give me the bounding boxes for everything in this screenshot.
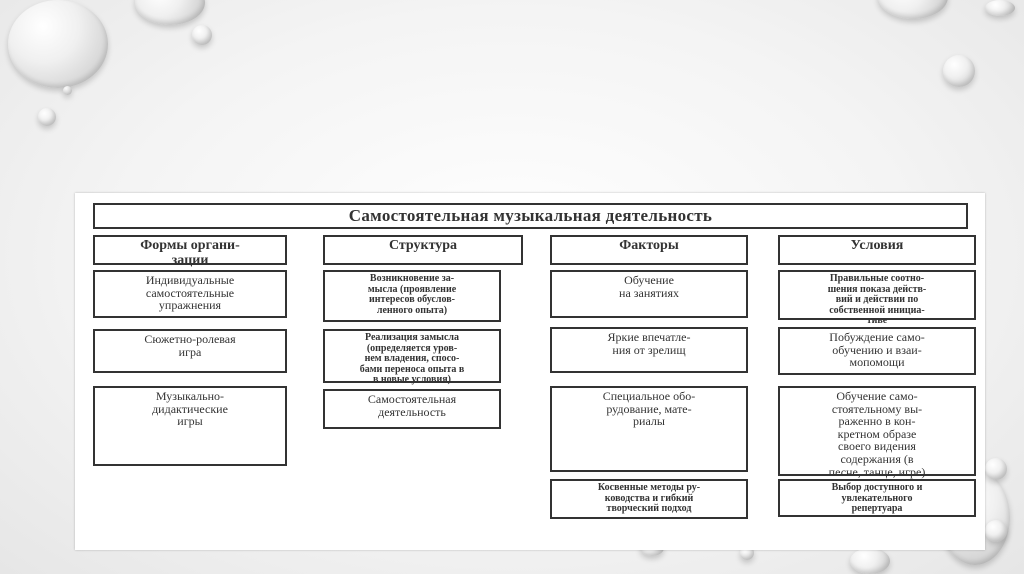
water-drop-decoration xyxy=(135,0,205,25)
water-drop-decoration xyxy=(850,548,890,574)
diagram-slide xyxy=(75,193,985,550)
water-drop-decoration xyxy=(878,0,948,19)
column-header-factors: Факторы xyxy=(550,235,748,265)
water-drop-decoration xyxy=(63,86,72,95)
forms-item-didactic-games: Музыкально- дидактические игры xyxy=(93,386,287,466)
water-drop-decoration xyxy=(985,520,1007,542)
diagram-title: Самостоятельная музыкальная деятельность xyxy=(93,203,968,229)
water-drop-decoration xyxy=(985,458,1007,480)
factors-item-indirect-methods: Косвенные методы ру- ководства и гибкий творческий подход xyxy=(550,479,748,519)
conditions-item-self-teaching: Обучение само- стоятельному вы- раженно в кон- кретном образе своего видения содержания (в песне, танце, игре) xyxy=(778,386,976,476)
water-drop-decoration xyxy=(192,25,212,45)
water-drop-decoration xyxy=(38,108,56,126)
water-drop-decoration xyxy=(943,55,975,87)
factors-item-equipment: Специальное обо- рудование, мате- риалы xyxy=(550,386,748,472)
conditions-item-ratio: Правильные соотно- шения показа действ- вий и действии по собственной инициа- тиве xyxy=(778,270,976,320)
structure-item-idea: Возникновение за- мысла (проявление интересов обуслов- ленного опыта) xyxy=(323,270,501,322)
structure-item-realization: Реализация замысла (определяется уров- нем владения, спосо- бами переноса опыта в в новые условия) xyxy=(323,329,501,383)
column-header-conditions: Условия xyxy=(778,235,976,265)
conditions-item-motivation: Побуждение само- обучению и взаи- мопомощи xyxy=(778,327,976,375)
column-header-structure: Структура xyxy=(323,235,523,265)
factors-item-lessons: Обучение на занятиях xyxy=(550,270,748,318)
water-drop-decoration xyxy=(8,0,108,88)
forms-item-roleplay: Сюжетно-ролевая игра xyxy=(93,329,287,373)
column-header-forms: Формы органи- зации xyxy=(93,235,287,265)
water-drop-decoration xyxy=(985,0,1015,16)
forms-item-individual: Индивидуальные самостоятельные упражнения xyxy=(93,270,287,318)
structure-item-independent: Самостоятельная деятельность xyxy=(323,389,501,429)
factors-item-impressions: Яркие впечатле- ния от зрелищ xyxy=(550,327,748,373)
conditions-item-repertoire: Выбор доступного и увлекательного репертуара xyxy=(778,479,976,517)
